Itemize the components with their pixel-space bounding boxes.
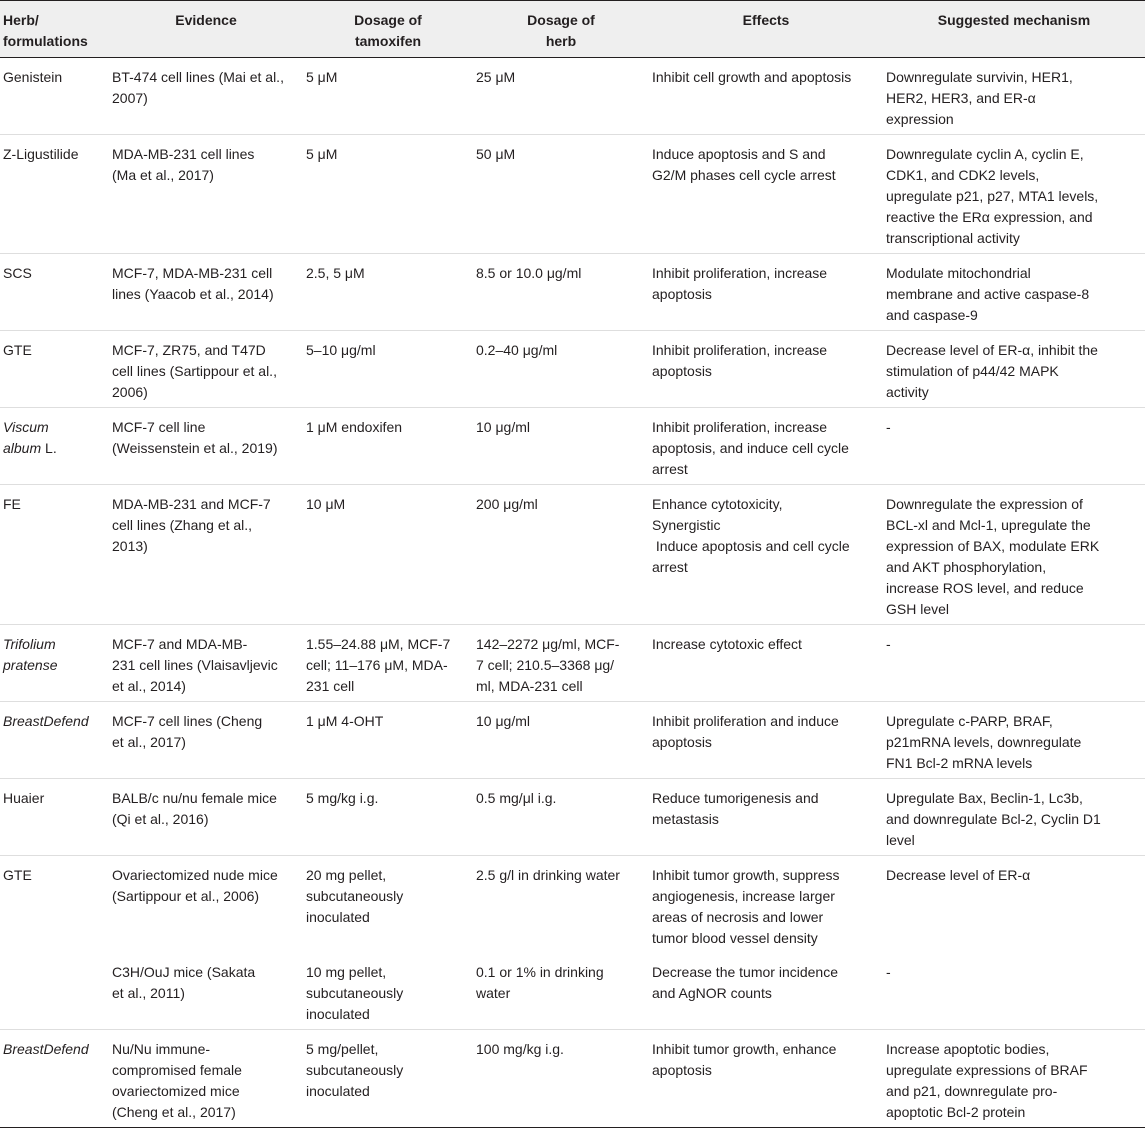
tamoxifen-dosage-cell: 5 μM [303, 135, 473, 254]
effects-cell: Inhibit proliferation, increase apoptosis, and induce cell cycle arrest [649, 408, 883, 485]
herb-dosage-cell: 25 μM [473, 58, 649, 135]
tamoxifen-dosage-cell: 20 mg pellet, subcutaneously inoculated [306, 867, 404, 925]
header-effects: Effects [649, 1, 883, 58]
herb-cell: Huaier [0, 779, 109, 856]
tamoxifen-dosage-cell: 5 mg/kg i.g. [303, 779, 473, 856]
table-row [0, 135, 1145, 254]
herb-cell: Z-Ligustilide [0, 135, 109, 254]
evidence-cell: MCF-7 cell line (Weissenstein et al., 2019) [109, 408, 303, 485]
evidence-cell: BALB/c nu/nu female mice (Qi et al., 2016) [109, 779, 303, 856]
herb-dosage-cell: 2.5 g/l in drinking water [476, 867, 620, 883]
herb-cell [0, 953, 109, 1030]
mechanism-cell: Downregulate cyclin A, cyclin E, CDK1, and CDK2 levels, upregulate p21, p27, MTA1 levels, reactive the ERα expression, and transcriptional activity [883, 135, 1145, 254]
evidence-cell: MDA-MB-231 and MCF-7 cell lines (Zhang et al., 2013) [109, 485, 303, 625]
herb-cell: BreastDefend [0, 1030, 109, 1128]
effects-cell: Enhance cytotoxicity, Synergistic Induce apoptosis and cell cycle arrest [649, 485, 883, 625]
tamoxifen-dosage-cell: 1 μM endoxifen [303, 408, 473, 485]
header-herb-dosage: Dosage of herb [473, 1, 649, 58]
herb-dosage-cell: 10 μg/ml [473, 702, 649, 779]
effects-cell: Reduce tumorigenesis and metastasis [649, 779, 883, 856]
effects-cell: Inhibit proliferation and induce apoptosis [649, 702, 883, 779]
header-evidence: Evidence [109, 1, 303, 58]
table-row [0, 702, 1145, 779]
herb-dosage-cell: 0.5 mg/μl i.g. [473, 779, 649, 856]
herb-cell: FE [0, 485, 109, 625]
evidence-cell: C3H/OuJ mice (Sakata et al., 2011) [109, 953, 303, 1030]
table-row [0, 856, 1145, 954]
table-row [0, 58, 1145, 135]
table-row [0, 485, 1145, 625]
mechanism-cell: Decrease level of ER-α [886, 867, 1031, 883]
herb-dosage-cell: 100 mg/kg i.g. [473, 1030, 649, 1128]
effects-cell: Increase cytotoxic effect [649, 625, 883, 702]
herb-dosage-cell: 142–2272 μg/ml, MCF- 7 cell; 210.5–3368 μg/ ml, MDA-231 cell [473, 625, 649, 702]
evidence-cell: MCF-7 cell lines (Cheng et al., 2017) [109, 702, 303, 779]
evidence-cell: MCF-7 and MDA-MB- 231 cell lines (Vlaisavljevic et al., 2014) [109, 625, 303, 702]
mechanism-cell: - [883, 408, 1145, 485]
herb-cell: Genistein [0, 58, 109, 135]
herb-dosage-cell: 50 μM [473, 135, 649, 254]
herb-cell: GTE [3, 867, 32, 883]
effects-cell: Inhibit proliferation, increase apoptosis [649, 331, 883, 408]
herb-cell: Viscum album L. [0, 408, 109, 485]
herb-dosage-cell: 10 μg/ml [473, 408, 649, 485]
mechanism-cell: - [883, 953, 1145, 1030]
mechanism-cell: Increase apoptotic bodies, upregulate expressions of BRAF and p21, downregulate pro- apoptotic Bcl-2 protein [883, 1030, 1145, 1128]
tamoxifen-dosage-cell: 10 μM [303, 485, 473, 625]
header-tamoxifen-dosage: Dosage of tamoxifen [303, 1, 473, 58]
herb-cell: Trifolium pratense [0, 625, 109, 702]
header-row [0, 1, 1145, 58]
evidence-cell: MDA-MB-231 cell lines (Ma et al., 2017) [109, 135, 303, 254]
tamoxifen-dosage-cell: 5–10 μg/ml [303, 331, 473, 408]
mechanism-cell: Decrease level of ER-α, inhibit the stimulation of p44/42 MAPK activity [883, 331, 1145, 408]
tamoxifen-dosage-cell: 5 μM [303, 58, 473, 135]
table-row [0, 779, 1145, 856]
table-row [0, 408, 1145, 485]
table-row [0, 331, 1145, 408]
evidence-cell: Ovariectomized nude mice (Sartippour et al., 2006) [112, 867, 278, 904]
effects-cell: Induce apoptosis and S and G2/M phases cell cycle arrest [649, 135, 883, 254]
effects-cell: Inhibit cell growth and apoptosis [649, 58, 883, 135]
mechanism-cell: Upregulate c-PARP, BRAF, p21mRNA levels, downregulate FN1 Bcl-2 mRNA levels [883, 702, 1145, 779]
table-row [0, 1030, 1145, 1128]
mechanism-cell: - [883, 625, 1145, 702]
tamoxifen-dosage-cell: 1 μM 4-OHT [303, 702, 473, 779]
effects-cell: Decrease the tumor incidence and AgNOR counts [649, 953, 883, 1030]
effects-cell: Inhibit tumor growth, suppress angiogenesis, increase larger areas of necrosis and lower tumor blood vessel density [652, 867, 840, 946]
evidence-cell: MCF-7, MDA-MB-231 cell lines (Yaacob et al., 2014) [109, 254, 303, 331]
table-row [0, 625, 1145, 702]
table-row [0, 254, 1145, 331]
herb-dosage-cell: 200 μg/ml [473, 485, 649, 625]
herb-dosage-cell: 0.2–40 μg/ml [473, 331, 649, 408]
effects-cell: Inhibit proliferation, increase apoptosis [649, 254, 883, 331]
mechanism-cell: Downregulate the expression of BCL-xl and Mcl-1, upregulate the expression of BAX, modulate ERK and AKT phosphorylation, increase ROS level, and reduce GSH level [883, 485, 1145, 625]
tamoxifen-dosage-cell: 5 mg/pellet, subcutaneously inoculated [303, 1030, 473, 1128]
tamoxifen-dosage-cell: 1.55–24.88 μM, MCF-7 cell; 11–176 μM, MDA- 231 cell [303, 625, 473, 702]
table-row [0, 953, 1145, 1030]
herb-dosage-cell: 0.1 or 1% in drinking water [473, 953, 649, 1030]
mechanism-cell: Modulate mitochondrial membrane and active caspase-8 and caspase-9 [883, 254, 1145, 331]
mechanism-cell: Upregulate Bax, Beclin-1, Lc3b, and downregulate Bcl-2, Cyclin D1 level [883, 779, 1145, 856]
tamoxifen-dosage-cell: 10 mg pellet, subcutaneously inoculated [303, 953, 473, 1030]
effects-cell: Inhibit tumor growth, enhance apoptosis [649, 1030, 883, 1128]
mechanism-cell: Downregulate survivin, HER1, HER2, HER3, and ER-α expression [883, 58, 1145, 135]
evidence-cell: Nu/Nu immune- compromised female ovariectomized mice (Cheng et al., 2017) [109, 1030, 303, 1128]
tamoxifen-dosage-cell: 2.5, 5 μM [303, 254, 473, 331]
header-mechanism: Suggested mechanism [883, 1, 1145, 58]
herb-dosage-cell: 8.5 or 10.0 μg/ml [473, 254, 649, 331]
herb-cell: BreastDefend [0, 702, 109, 779]
evidence-cell: MCF-7, ZR75, and T47D cell lines (Sartippour et al., 2006) [109, 331, 303, 408]
herb-cell: GTE [0, 331, 109, 408]
herb-cell: SCS [0, 254, 109, 331]
evidence-cell: BT-474 cell lines (Mai et al., 2007) [109, 58, 303, 135]
header-herb: Herb/ formulations [0, 1, 109, 58]
